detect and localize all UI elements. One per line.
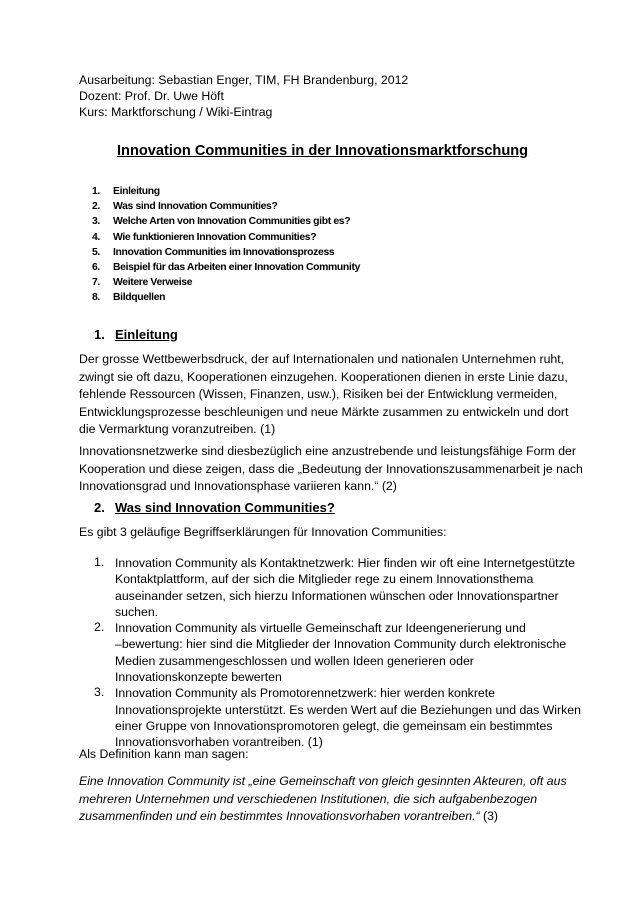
toc-item-number: 5. [92,246,100,258]
toc-item [92,214,360,229]
text-line: Es gibt 3 geläufige Begriffserklärungen für Innovation Communities: [79,525,447,539]
toc-item-number: 8. [92,292,100,304]
text-line: Kontaktplattform, auf der sich die Mitglieder rege zu einem Innovationsthema [115,572,534,587]
toc-item-label: Bildquellen [113,292,166,304]
intro-paragraph-1 [79,351,579,439]
text-line: Innovationsgrad und Innovationsphase variieren kann.“ (2) [79,479,397,494]
list-item-number: 2. [94,620,105,635]
toc-item-number: 4. [92,231,100,243]
toc-item-label: Innovation Communities im Innovationsprozess [113,246,335,258]
author-line: Ausarbeitung: Sebastian Enger, TIM, FH Brandenburg, 2012 [79,73,409,87]
text-line: auseinander setzen, sich hierzu Informationen wünschen oder Innovationspartner [115,588,559,603]
toc-item [92,184,360,199]
text-line: Kooperation und diese zeigen, dass die „Bedeutung der Innovationszusammenarbeit je nach [79,461,583,476]
toc-item-number: 3. [92,216,100,228]
text-line: –bewertung: hier sind die Mitglieder der Innovation Community durch elektronische [115,637,567,652]
text-line: Innovation Community als Kontaktnetzwerk: Hier finden wir oft eine Internetgestützte [115,556,575,570]
toc-item [92,260,360,275]
toc-item-label: Wie funktionieren Innovation Communities? [113,231,317,243]
section-number: 2. [94,500,105,515]
document-header [79,72,408,120]
toc-item-number: 1. [92,186,100,197]
toc-item [92,230,360,245]
text-line: Entwicklungsprozesse beschleunigen und neue Märkte zusammen zu entwickeln und dort [79,404,569,419]
toc-item [92,199,360,214]
text-line: zwingt sie oft dazu, Kooperationen einzugehen. Kooperationen dienen in erste Linie dazu, [79,369,568,384]
toc-item [92,275,360,290]
definitions-list [94,555,581,751]
text-line: die Vermarktung voranzutreiben. (1) [79,422,276,437]
text-line: mehreren Unternehmen und verschiedenen Institutionen, die sich aufgabenbezogen [79,791,538,806]
text-line: Der grosse Wettbewerbsdruck, der auf Internationalen und nationalen Unternehmen ruht, [79,352,565,366]
section-number: 1. [94,327,105,342]
list-item [94,620,581,685]
list-item [94,685,581,750]
text-line: fehlende Ressourcen (Wissen, Finanzen, usw.), Risiken bei der Entwicklung vermeiden, [79,387,558,402]
table-of-contents [92,184,360,306]
lecturer-line: Dozent: Prof. Dr. Uwe Höft [79,89,224,103]
text-line: Medien zusammengeschlossen und wollen Ideen generieren oder [115,653,474,668]
definitions-intro [79,524,579,542]
text-line: Innovationskonzepte bewerten [115,670,282,685]
section-heading-was-sind [94,500,335,515]
toc-item-label: Weitere Verweise [113,277,193,289]
document-title: Innovation Communities in der Innovationsmarktforschung [117,143,529,159]
text-line: suchen. [115,604,159,619]
citation-ref: (3) [479,809,499,824]
toc-item-number: 6. [92,261,100,273]
intro-paragraph-2 [79,443,583,496]
toc-item [92,245,360,260]
text-line: Innovationsprojekte unterstützt. Es werden Wert auf die Beziehungen und das Wirken [115,702,581,717]
text-line: Innovationsnetzwerke sind diesbezüglich eine anzustrebende und leistungsfähige Form der [79,444,576,458]
toc-item-label: Was sind Innovation Communities? [113,201,278,213]
toc-item-label: Welche Arten von Innovation Communities gibt es? [113,216,351,228]
section-heading-einleitung [94,327,178,342]
course-line: Kurs: Marktforschung / Wiki-Eintrag [79,105,273,119]
definition-text: zusammenfinden und ein bestimmtes Innovationsvorhaben vorantreiben.“ [79,809,480,824]
list-item-number: 1. [94,555,105,569]
text-line [79,808,579,826]
text-line: Eine Innovation Community ist „eine Gemeinschaft von gleich gesinnten Akteuren, oft aus [79,774,567,788]
toc-item-label: Beispiel für das Arbeiten einer Innovation Community [113,261,360,273]
text-line: Als Definition kann man sagen: [79,747,249,761]
definition-intro [79,746,579,764]
toc-item-number: 2. [92,201,100,213]
text-line: Innovation Community als Promotorennetzwerk: hier werden konkrete [115,686,496,701]
section-title: Was sind Innovation Communities? [115,500,335,515]
section-title: Einleitung [115,327,178,342]
list-item [94,555,581,620]
text-line: Innovation Community als virtuelle Gemeinschaft zur Ideengenerierung und [115,621,526,636]
text-line: Innovationsvorhaben vorantreiben. (1) [115,735,323,750]
toc-item-label: Einleitung [113,186,160,197]
toc-item [92,290,360,305]
toc-item-number: 7. [92,277,100,289]
definition-quote [79,773,579,826]
text-line: einer Gruppe von Innovationspromotoren gelegt, die gemeinsam ein bestimmtes [115,718,553,733]
list-item-number: 3. [94,685,105,700]
